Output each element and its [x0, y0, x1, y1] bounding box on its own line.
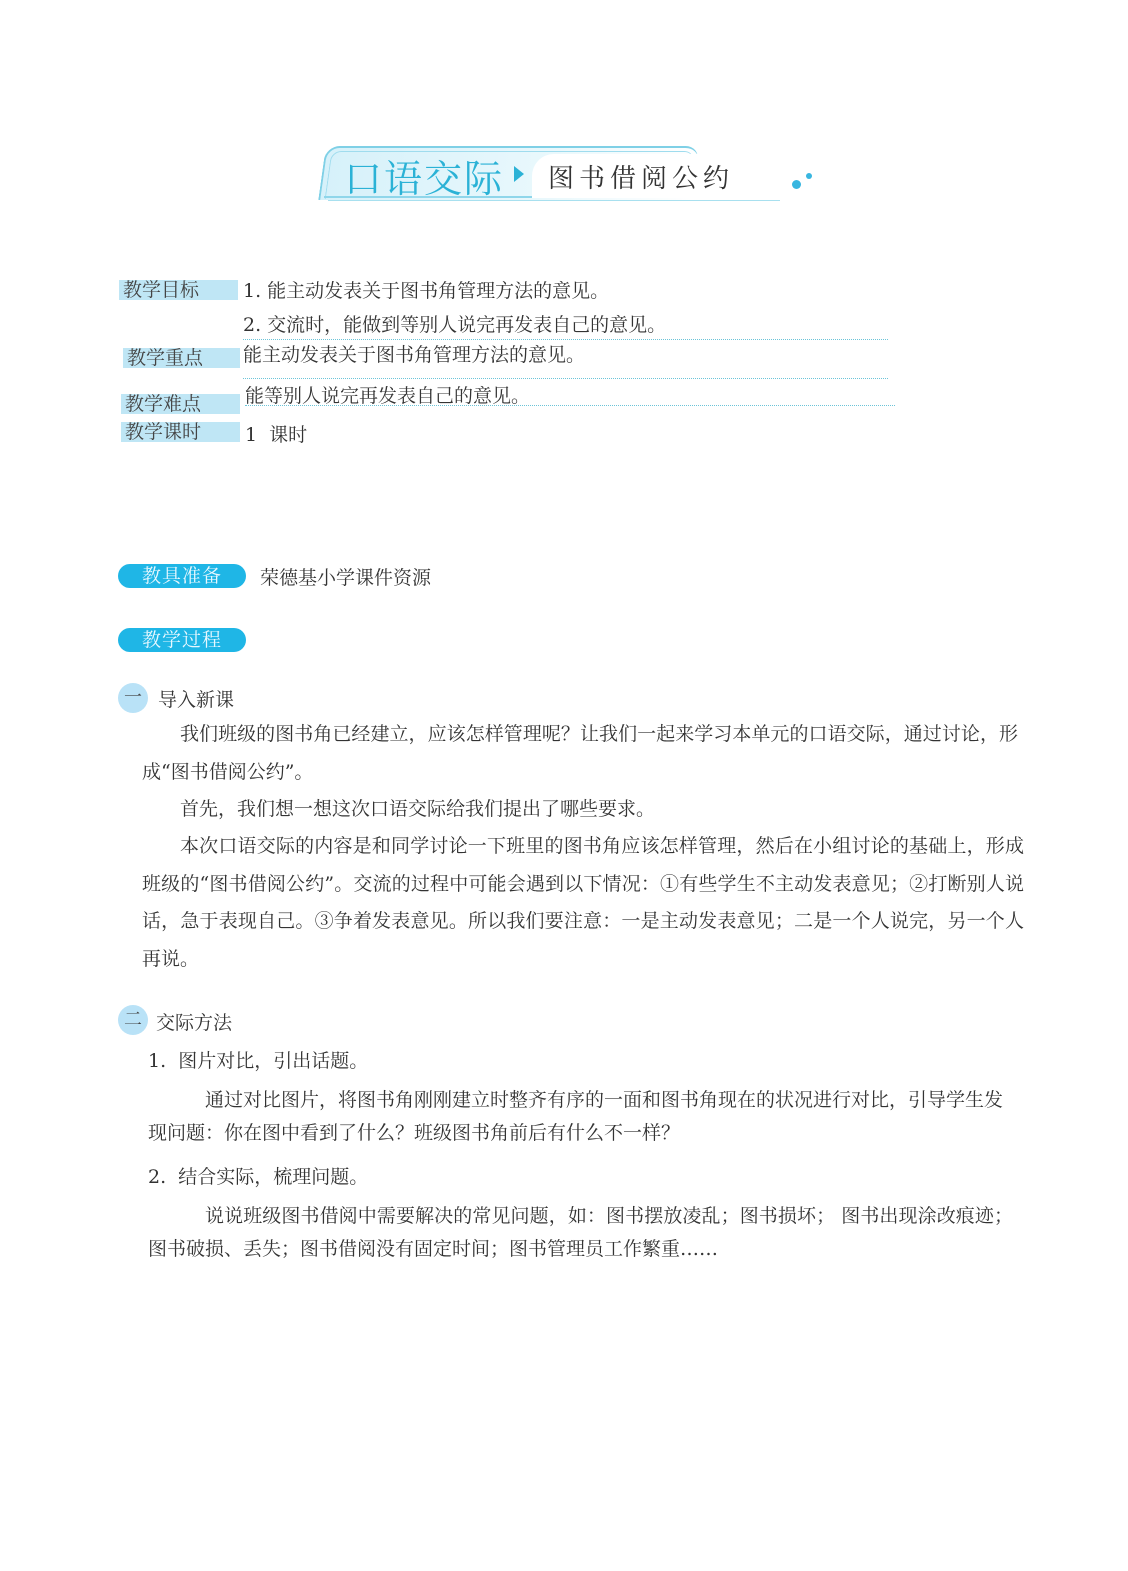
- dotted-divider: [243, 378, 888, 379]
- key-points-label: 教学重点: [123, 348, 240, 368]
- goals-label: 教学目标: [119, 280, 238, 300]
- difficulties-text: 能等别人说完再发表自己的意见。: [245, 385, 531, 407]
- method-body: 说说班级图书借阅中需要解决的常见问题，如：图书摆放凌乱；图书损坏； 图书出现涂改痕迹；图书破损、丢失；图书借阅没有固定时间；图书管理员工作繁重……: [148, 1205, 1013, 1260]
- method-body: 通过对比图片，将图书角刚刚建立时整齐有序的一面和图书角现在的状况进行对比，引导学生发现问题：你在图中看到了什么？班级图书角前后有什么不一样？: [148, 1089, 1004, 1144]
- section-title: 交际方法: [156, 1012, 233, 1034]
- difficulties-label: 教学难点: [121, 394, 240, 414]
- lesson-title-banner: [322, 146, 822, 204]
- title-sub: 图书借阅公约: [548, 164, 735, 194]
- hours-text: 1 课时: [245, 424, 308, 446]
- triangle-arrow-icon: [514, 166, 524, 182]
- dotted-divider: [245, 405, 895, 406]
- key-points-text: 能主动发表关于图书角管理方法的意见。: [243, 344, 586, 366]
- title-main: 口语交际: [344, 157, 505, 201]
- goal-item: 2. 交流时，能做到等别人说完再发表自己的意见。: [243, 314, 667, 336]
- section-number-badge: 二: [118, 1005, 148, 1035]
- paragraph: 首先，我们想一想这次口语交际给我们提出了哪些要求。: [180, 798, 656, 820]
- decorative-dot-icon: [806, 173, 812, 179]
- goal-item: 1. 能主动发表关于图书角管理方法的意见。: [243, 280, 610, 302]
- section-number-badge: 一: [118, 683, 148, 713]
- paragraph: 我们班级的图书角已经建立，应该怎样管理呢？让我们一起来学习本单元的口语交际，通过讨论，形成“图书借阅公约”。: [142, 723, 1018, 783]
- hours-label: 教学课时: [121, 422, 240, 442]
- process-label: 教学过程: [118, 628, 246, 652]
- method-heading: 2. 结合实际，梳理问题。: [148, 1166, 369, 1188]
- section-title: 导入新课: [158, 689, 235, 711]
- materials-label: 教具准备: [118, 564, 246, 588]
- method-heading: 1. 图片对比，引出话题。: [148, 1050, 369, 1072]
- decorative-dot-icon: [792, 180, 801, 189]
- materials-value: 荣德基小学课件资源: [260, 567, 432, 589]
- paragraph: 本次口语交际的内容是和同学讨论一下班里的图书角应该怎样管理，然后在小组讨论的基础上，形成班级的“图书借阅公约”。交流的过程中可能会遇到以下情况：①有些学生不主动发表意见；②打断别人说话，急于表现自己。③争着发表意见。所以我们要注意：一是主动发表意见；二是一个人说完，另一个人再说。: [142, 835, 1024, 970]
